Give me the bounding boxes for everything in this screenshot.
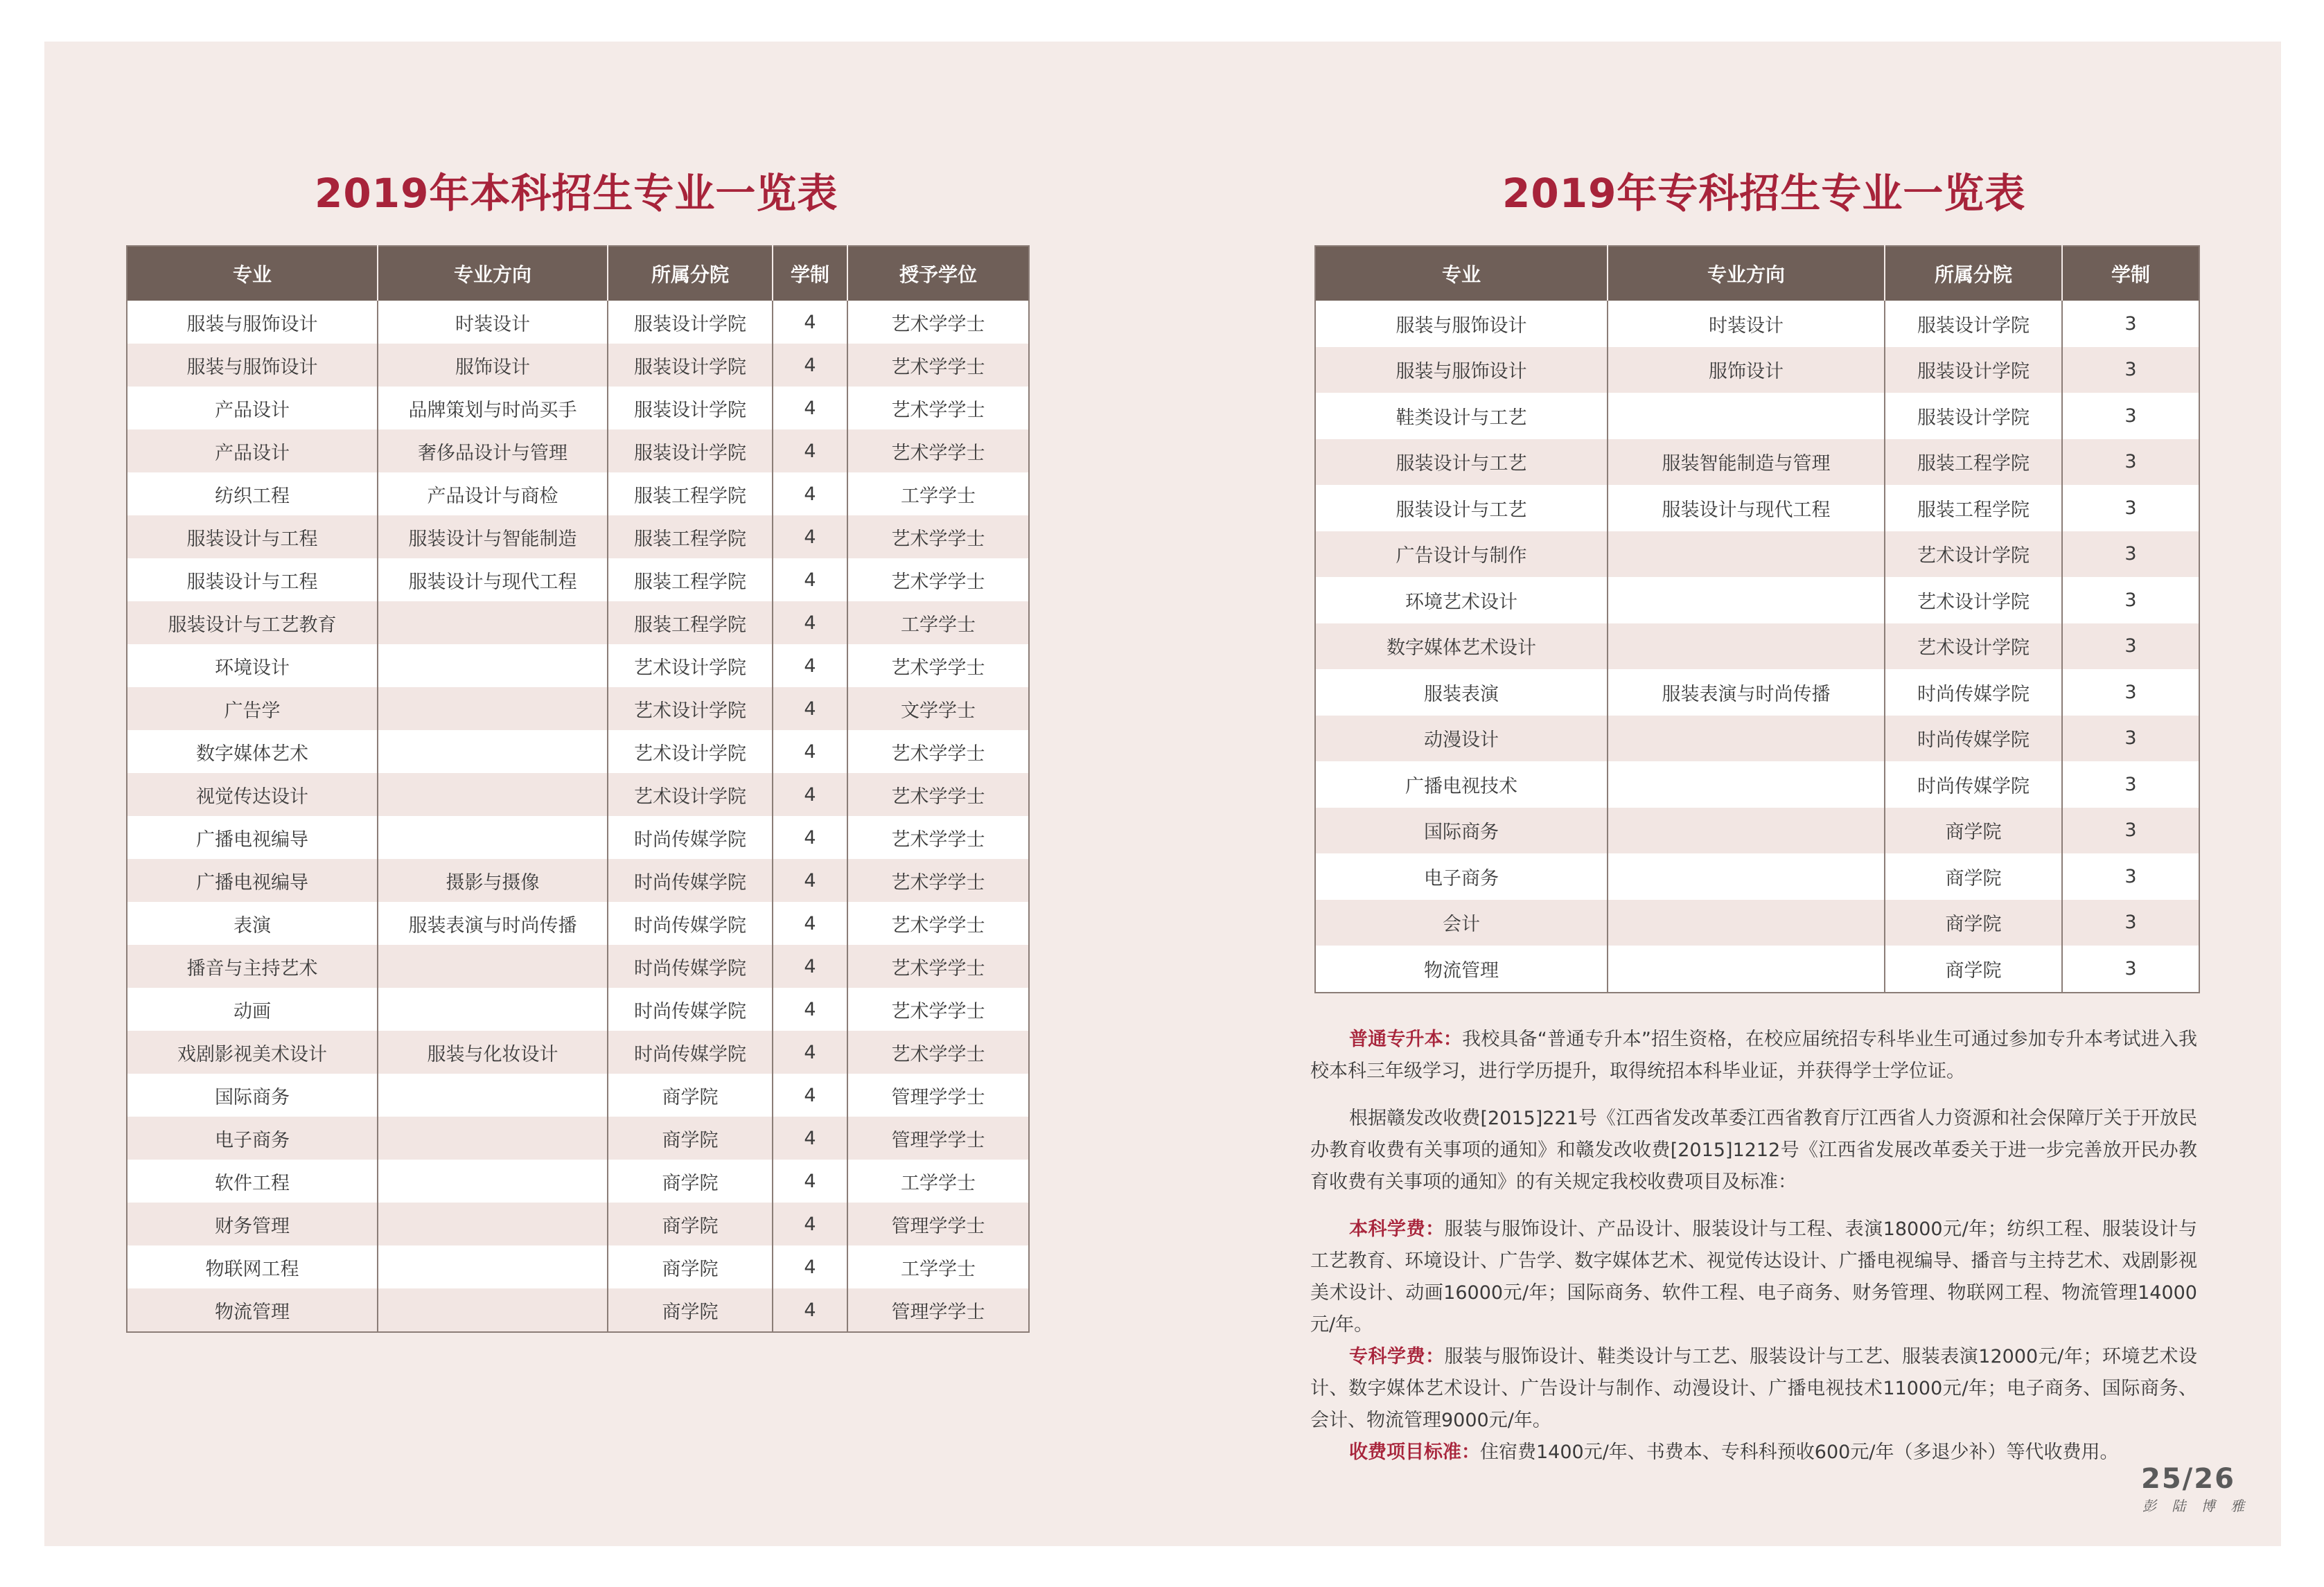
note-undergrad-fee-text: 服装与服饰设计、产品设计、服装设计与工程、表演18000元/年；纺织工程、服装设计与工艺教育、环境设计、广告学、数字媒体艺术、视觉传达设计、广播电视编导、播音与主持艺术、戏剧影视美术设计、动画16000元/年；国际商务、软件工程、电子商务、财务管理、物联网工程、物流管理14000元/年。 (1310, 1218, 2197, 1336)
cell-major: 软件工程 (127, 1160, 378, 1203)
cell-major: 表演 (127, 902, 378, 945)
cell-school: 艺术设计学院 (608, 687, 773, 730)
cell-school: 商学院 (608, 1074, 773, 1117)
cell-duration: 4 (773, 988, 847, 1031)
college-table-title: 2019年专科招生专业一览表 (1502, 170, 2026, 217)
cell-direction (378, 644, 608, 687)
cell-school: 服装设计学院 (608, 301, 773, 344)
cell-direction (1608, 716, 1885, 762)
table-row (1315, 623, 2199, 670)
cell-direction (1608, 577, 1885, 623)
cell-direction (378, 730, 608, 773)
cell-major: 服装设计与工程 (127, 515, 378, 558)
page-sub-caption: 彭 陆 博 雅 (2142, 1498, 2251, 1514)
note-upgrade-label: 普通专升本： (1349, 1029, 1463, 1050)
cell-school: 商学院 (608, 1117, 773, 1160)
cell-major: 物流管理 (127, 1288, 378, 1332)
table-row (127, 1117, 1029, 1160)
cell-major: 国际商务 (1315, 808, 1608, 854)
note-college-fee-label: 专科学费： (1349, 1346, 1445, 1367)
cell-duration: 4 (773, 472, 847, 515)
cell-major: 动画 (127, 988, 378, 1031)
table-row (127, 773, 1029, 816)
table-row (127, 859, 1029, 902)
undergrad-majors-table (126, 245, 1030, 1333)
cell-direction: 时装设计 (1608, 301, 1885, 347)
cell-direction (1608, 900, 1885, 946)
cell-direction (378, 1203, 608, 1245)
cell-major: 播音与主持艺术 (127, 945, 378, 988)
cell-direction (1608, 853, 1885, 900)
page-number: 25/26 (2141, 1463, 2235, 1495)
cell-duration: 4 (773, 301, 847, 344)
cell-direction (378, 601, 608, 644)
cell-duration: 3 (2062, 808, 2199, 854)
cell-major: 广播电视编导 (127, 816, 378, 859)
cell-duration: 3 (2062, 485, 2199, 531)
cell-duration: 4 (773, 687, 847, 730)
cell-direction: 服装设计与现代工程 (1608, 485, 1885, 531)
cell-school: 艺术设计学院 (1885, 623, 2062, 670)
cell-direction: 服装表演与时尚传播 (1608, 669, 1885, 716)
cell-school: 商学院 (608, 1288, 773, 1332)
cell-duration: 4 (773, 1031, 847, 1074)
column-header-duration: 学制 (773, 246, 847, 301)
column-header-duration: 学制 (2062, 246, 2199, 301)
table-row (127, 687, 1029, 730)
table-row (127, 730, 1029, 773)
cell-direction: 摄影与摄像 (378, 859, 608, 902)
cell-school: 商学院 (1885, 853, 2062, 900)
cell-duration: 3 (2062, 716, 2199, 762)
cell-duration: 3 (2062, 393, 2199, 439)
cell-school: 商学院 (1885, 946, 2062, 993)
cell-school: 艺术设计学院 (1885, 531, 2062, 578)
table-row (127, 472, 1029, 515)
cell-major: 广播电视技术 (1315, 761, 1608, 808)
cell-direction (1608, 761, 1885, 808)
cell-major: 产品设计 (127, 387, 378, 429)
cell-school: 时尚传媒学院 (608, 816, 773, 859)
cell-duration: 3 (2062, 761, 2199, 808)
cell-duration: 4 (773, 515, 847, 558)
cell-duration: 3 (2062, 347, 2199, 393)
cell-major: 服装与服饰设计 (127, 301, 378, 344)
cell-duration: 4 (773, 601, 847, 644)
cell-major: 数字媒体艺术 (127, 730, 378, 773)
table-row (1315, 439, 2199, 486)
cell-school: 服装设计学院 (1885, 393, 2062, 439)
cell-major: 服装与服饰设计 (127, 344, 378, 387)
cell-major: 环境设计 (127, 644, 378, 687)
note-college-fee (1310, 1341, 2197, 1437)
note-other-fee-label: 收费项目标准： (1349, 1442, 1480, 1463)
cell-degree: 艺术学学士 (847, 988, 1029, 1031)
undergrad-table-title: 2019年本科招生专业一览表 (315, 170, 838, 217)
cell-major: 国际商务 (127, 1074, 378, 1117)
column-header-direction: 专业方向 (1608, 246, 1885, 301)
cell-degree: 工学学士 (847, 1245, 1029, 1288)
table-row (127, 601, 1029, 644)
cell-direction: 服装设计与现代工程 (378, 558, 608, 601)
cell-school: 商学院 (608, 1245, 773, 1288)
cell-school: 服装工程学院 (608, 472, 773, 515)
cell-direction (378, 773, 608, 816)
table-row (1315, 900, 2199, 946)
cell-degree: 工学学士 (847, 601, 1029, 644)
cell-school: 时尚传媒学院 (608, 945, 773, 988)
cell-major: 产品设计 (127, 429, 378, 472)
cell-school: 商学院 (1885, 900, 2062, 946)
table-row (127, 558, 1029, 601)
note-upgrade-text: 我校具备“普通专升本”招生资格，在校应届统招专科毕业生可通过参加专升本考试进入我校本科三年级学习，进行学历提升，取得统招本科毕业证，并获得学士学位证。 (1310, 1029, 2197, 1082)
cell-degree: 艺术学学士 (847, 902, 1029, 945)
cell-duration: 4 (773, 644, 847, 687)
cell-direction (378, 1160, 608, 1203)
column-header-major: 专业 (127, 246, 378, 301)
note-basis (1310, 1103, 2197, 1198)
cell-major: 服装设计与工艺 (1315, 485, 1608, 531)
cell-duration: 3 (2062, 439, 2199, 486)
cell-major: 数字媒体艺术设计 (1315, 623, 1608, 670)
cell-direction (1608, 531, 1885, 578)
college-majors-table (1314, 245, 2200, 993)
cell-school: 服装工程学院 (608, 601, 773, 644)
cell-school: 商学院 (608, 1160, 773, 1203)
table-row (127, 1203, 1029, 1245)
cell-degree: 工学学士 (847, 1160, 1029, 1203)
note-basis-text: 根据赣发改收费[2015]221号《江西省发改革委江西省教育厅江西省人力资源和社会保障厅关于开放民办教育收费有关事项的通知》和赣发改收费[2015]1212号《江西省发展改革委关于进一步完善放开民办教育收费有关事项的通知》的有关规定我校收费项目及标准： (1310, 1108, 2197, 1193)
cell-major: 服装与服饰设计 (1315, 301, 1608, 347)
cell-major: 服装设计与工程 (127, 558, 378, 601)
cell-school: 艺术设计学院 (1885, 577, 2062, 623)
cell-direction: 产品设计与商检 (378, 472, 608, 515)
cell-direction: 奢侈品设计与管理 (378, 429, 608, 472)
cell-school: 时尚传媒学院 (608, 902, 773, 945)
note-upgrade (1310, 1024, 2197, 1088)
cell-direction (1608, 393, 1885, 439)
cell-duration: 4 (773, 1288, 847, 1332)
table-row (1315, 761, 2199, 808)
table-row (127, 816, 1029, 859)
cell-degree: 管理学学士 (847, 1203, 1029, 1245)
cell-major: 鞋类设计与工艺 (1315, 393, 1608, 439)
cell-degree: 艺术学学士 (847, 816, 1029, 859)
cell-major: 服装表演 (1315, 669, 1608, 716)
cell-direction: 服装设计与智能制造 (378, 515, 608, 558)
cell-school: 时尚传媒学院 (608, 988, 773, 1031)
cell-duration: 4 (773, 558, 847, 601)
cell-major: 电子商务 (1315, 853, 1608, 900)
cell-direction (378, 945, 608, 988)
table-row (1315, 301, 2199, 347)
cell-direction: 服饰设计 (1608, 347, 1885, 393)
cell-duration: 3 (2062, 577, 2199, 623)
cell-duration: 4 (773, 945, 847, 988)
cell-direction: 品牌策划与时尚买手 (378, 387, 608, 429)
cell-degree: 艺术学学士 (847, 558, 1029, 601)
cell-major: 服装设计与工艺教育 (127, 601, 378, 644)
column-header-major: 专业 (1315, 246, 1608, 301)
note-other-fee (1310, 1437, 2197, 1469)
cell-degree: 管理学学士 (847, 1074, 1029, 1117)
cell-direction: 服装与化妆设计 (378, 1031, 608, 1074)
fee-notes (1310, 1024, 2197, 1484)
cell-duration: 4 (773, 1203, 847, 1245)
cell-degree: 艺术学学士 (847, 773, 1029, 816)
cell-degree: 艺术学学士 (847, 387, 1029, 429)
cell-duration: 3 (2062, 946, 2199, 993)
cell-school: 服装设计学院 (1885, 301, 2062, 347)
cell-duration: 4 (773, 816, 847, 859)
cell-degree: 艺术学学士 (847, 730, 1029, 773)
table-row (1315, 393, 2199, 439)
cell-school: 时尚传媒学院 (608, 1031, 773, 1074)
cell-direction: 时装设计 (378, 301, 608, 344)
cell-degree: 艺术学学士 (847, 515, 1029, 558)
cell-major: 视觉传达设计 (127, 773, 378, 816)
table-row (127, 301, 1029, 344)
column-header-direction: 专业方向 (378, 246, 608, 301)
table-row (127, 1245, 1029, 1288)
cell-school: 服装设计学院 (1885, 347, 2062, 393)
table-row (127, 1074, 1029, 1117)
cell-duration: 4 (773, 1117, 847, 1160)
cell-school: 服装工程学院 (1885, 439, 2062, 486)
cell-direction (1608, 808, 1885, 854)
cell-school: 商学院 (1885, 808, 2062, 854)
table-row (1315, 716, 2199, 762)
cell-duration: 4 (773, 859, 847, 902)
cell-major: 纺织工程 (127, 472, 378, 515)
cell-degree: 管理学学士 (847, 1117, 1029, 1160)
table-row (127, 644, 1029, 687)
table-row (1315, 946, 2199, 993)
cell-direction: 服装表演与时尚传播 (378, 902, 608, 945)
column-header-school: 所属分院 (608, 246, 773, 301)
cell-direction (1608, 623, 1885, 670)
note-undergrad-fee-label: 本科学费： (1349, 1218, 1445, 1240)
cell-major: 服装设计与工艺 (1315, 439, 1608, 486)
cell-degree: 工学学士 (847, 472, 1029, 515)
cell-degree: 艺术学学士 (847, 945, 1029, 988)
column-header-school: 所属分院 (1885, 246, 2062, 301)
cell-major: 环境艺术设计 (1315, 577, 1608, 623)
cell-major: 财务管理 (127, 1203, 378, 1245)
cell-direction: 服装智能制造与管理 (1608, 439, 1885, 486)
cell-duration: 4 (773, 387, 847, 429)
cell-duration: 4 (773, 730, 847, 773)
cell-school: 服装工程学院 (608, 558, 773, 601)
cell-duration: 3 (2062, 853, 2199, 900)
cell-school: 服装设计学院 (608, 429, 773, 472)
cell-duration: 4 (773, 344, 847, 387)
cell-direction (378, 1117, 608, 1160)
cell-direction (378, 1245, 608, 1288)
cell-degree: 管理学学士 (847, 1288, 1029, 1332)
table-row (1315, 808, 2199, 854)
cell-direction (378, 1074, 608, 1117)
cell-duration: 4 (773, 1074, 847, 1117)
cell-major: 广播电视编导 (127, 859, 378, 902)
cell-major: 服装与服饰设计 (1315, 347, 1608, 393)
cell-direction (378, 1288, 608, 1332)
cell-degree: 艺术学学士 (847, 301, 1029, 344)
table-row (1315, 347, 2199, 393)
note-undergrad-fee (1310, 1214, 2197, 1341)
table-row (1315, 577, 2199, 623)
column-header-degree: 授予学位 (847, 246, 1029, 301)
cell-major: 会计 (1315, 900, 1608, 946)
cell-degree: 艺术学学士 (847, 344, 1029, 387)
table-row (1315, 531, 2199, 578)
cell-degree: 艺术学学士 (847, 644, 1029, 687)
cell-major: 电子商务 (127, 1117, 378, 1160)
note-college-fee-text: 服装与服饰设计、鞋类设计与工艺、服装设计与工艺、服装表演12000元/年；环境艺术设计、数字媒体艺术设计、广告设计与制作、动漫设计、广播电视技术11000元/年；电子商务、国际商务、会计、物流管理9000元/年。 (1310, 1346, 2197, 1431)
cell-duration: 3 (2062, 531, 2199, 578)
table-row (127, 1288, 1029, 1332)
cell-direction (378, 988, 608, 1031)
cell-school: 时尚传媒学院 (1885, 669, 2062, 716)
cell-major: 物流管理 (1315, 946, 1608, 993)
cell-duration: 3 (2062, 900, 2199, 946)
cell-school: 服装工程学院 (608, 515, 773, 558)
cell-duration: 4 (773, 773, 847, 816)
cell-school: 服装工程学院 (1885, 485, 2062, 531)
table-row (1315, 853, 2199, 900)
table-row (127, 902, 1029, 945)
cell-major: 动漫设计 (1315, 716, 1608, 762)
cell-duration: 4 (773, 1245, 847, 1288)
cell-duration: 4 (773, 1160, 847, 1203)
table-row (127, 344, 1029, 387)
cell-school: 服装设计学院 (608, 387, 773, 429)
cell-degree: 文学学士 (847, 687, 1029, 730)
cell-direction (1608, 946, 1885, 993)
cell-major: 物联网工程 (127, 1245, 378, 1288)
cell-major: 戏剧影视美术设计 (127, 1031, 378, 1074)
table-row (1315, 485, 2199, 531)
table-row (127, 988, 1029, 1031)
cell-duration: 4 (773, 429, 847, 472)
cell-school: 时尚传媒学院 (1885, 716, 2062, 762)
cell-major: 广告设计与制作 (1315, 531, 1608, 578)
cell-school: 艺术设计学院 (608, 644, 773, 687)
cell-direction (378, 816, 608, 859)
table-row (1315, 669, 2199, 716)
cell-duration: 3 (2062, 669, 2199, 716)
cell-direction: 服饰设计 (378, 344, 608, 387)
table-row (127, 945, 1029, 988)
table-row (127, 387, 1029, 429)
table-row (127, 429, 1029, 472)
cell-degree: 艺术学学士 (847, 1031, 1029, 1074)
cell-school: 时尚传媒学院 (608, 859, 773, 902)
cell-direction (378, 687, 608, 730)
table-row (127, 1031, 1029, 1074)
cell-duration: 3 (2062, 623, 2199, 670)
cell-duration: 3 (2062, 301, 2199, 347)
cell-school: 时尚传媒学院 (1885, 761, 2062, 808)
cell-degree: 艺术学学士 (847, 429, 1029, 472)
cell-duration: 4 (773, 902, 847, 945)
cell-school: 服装设计学院 (608, 344, 773, 387)
cell-degree: 艺术学学士 (847, 859, 1029, 902)
cell-school: 商学院 (608, 1203, 773, 1245)
cell-school: 艺术设计学院 (608, 730, 773, 773)
cell-school: 艺术设计学院 (608, 773, 773, 816)
note-other-fee-text: 住宿费1400元/年、书费本、专科科预收600元/年（多退少补）等代收费用。 (1480, 1442, 2119, 1463)
table-row (127, 515, 1029, 558)
cell-major: 广告学 (127, 687, 378, 730)
table-row (127, 1160, 1029, 1203)
